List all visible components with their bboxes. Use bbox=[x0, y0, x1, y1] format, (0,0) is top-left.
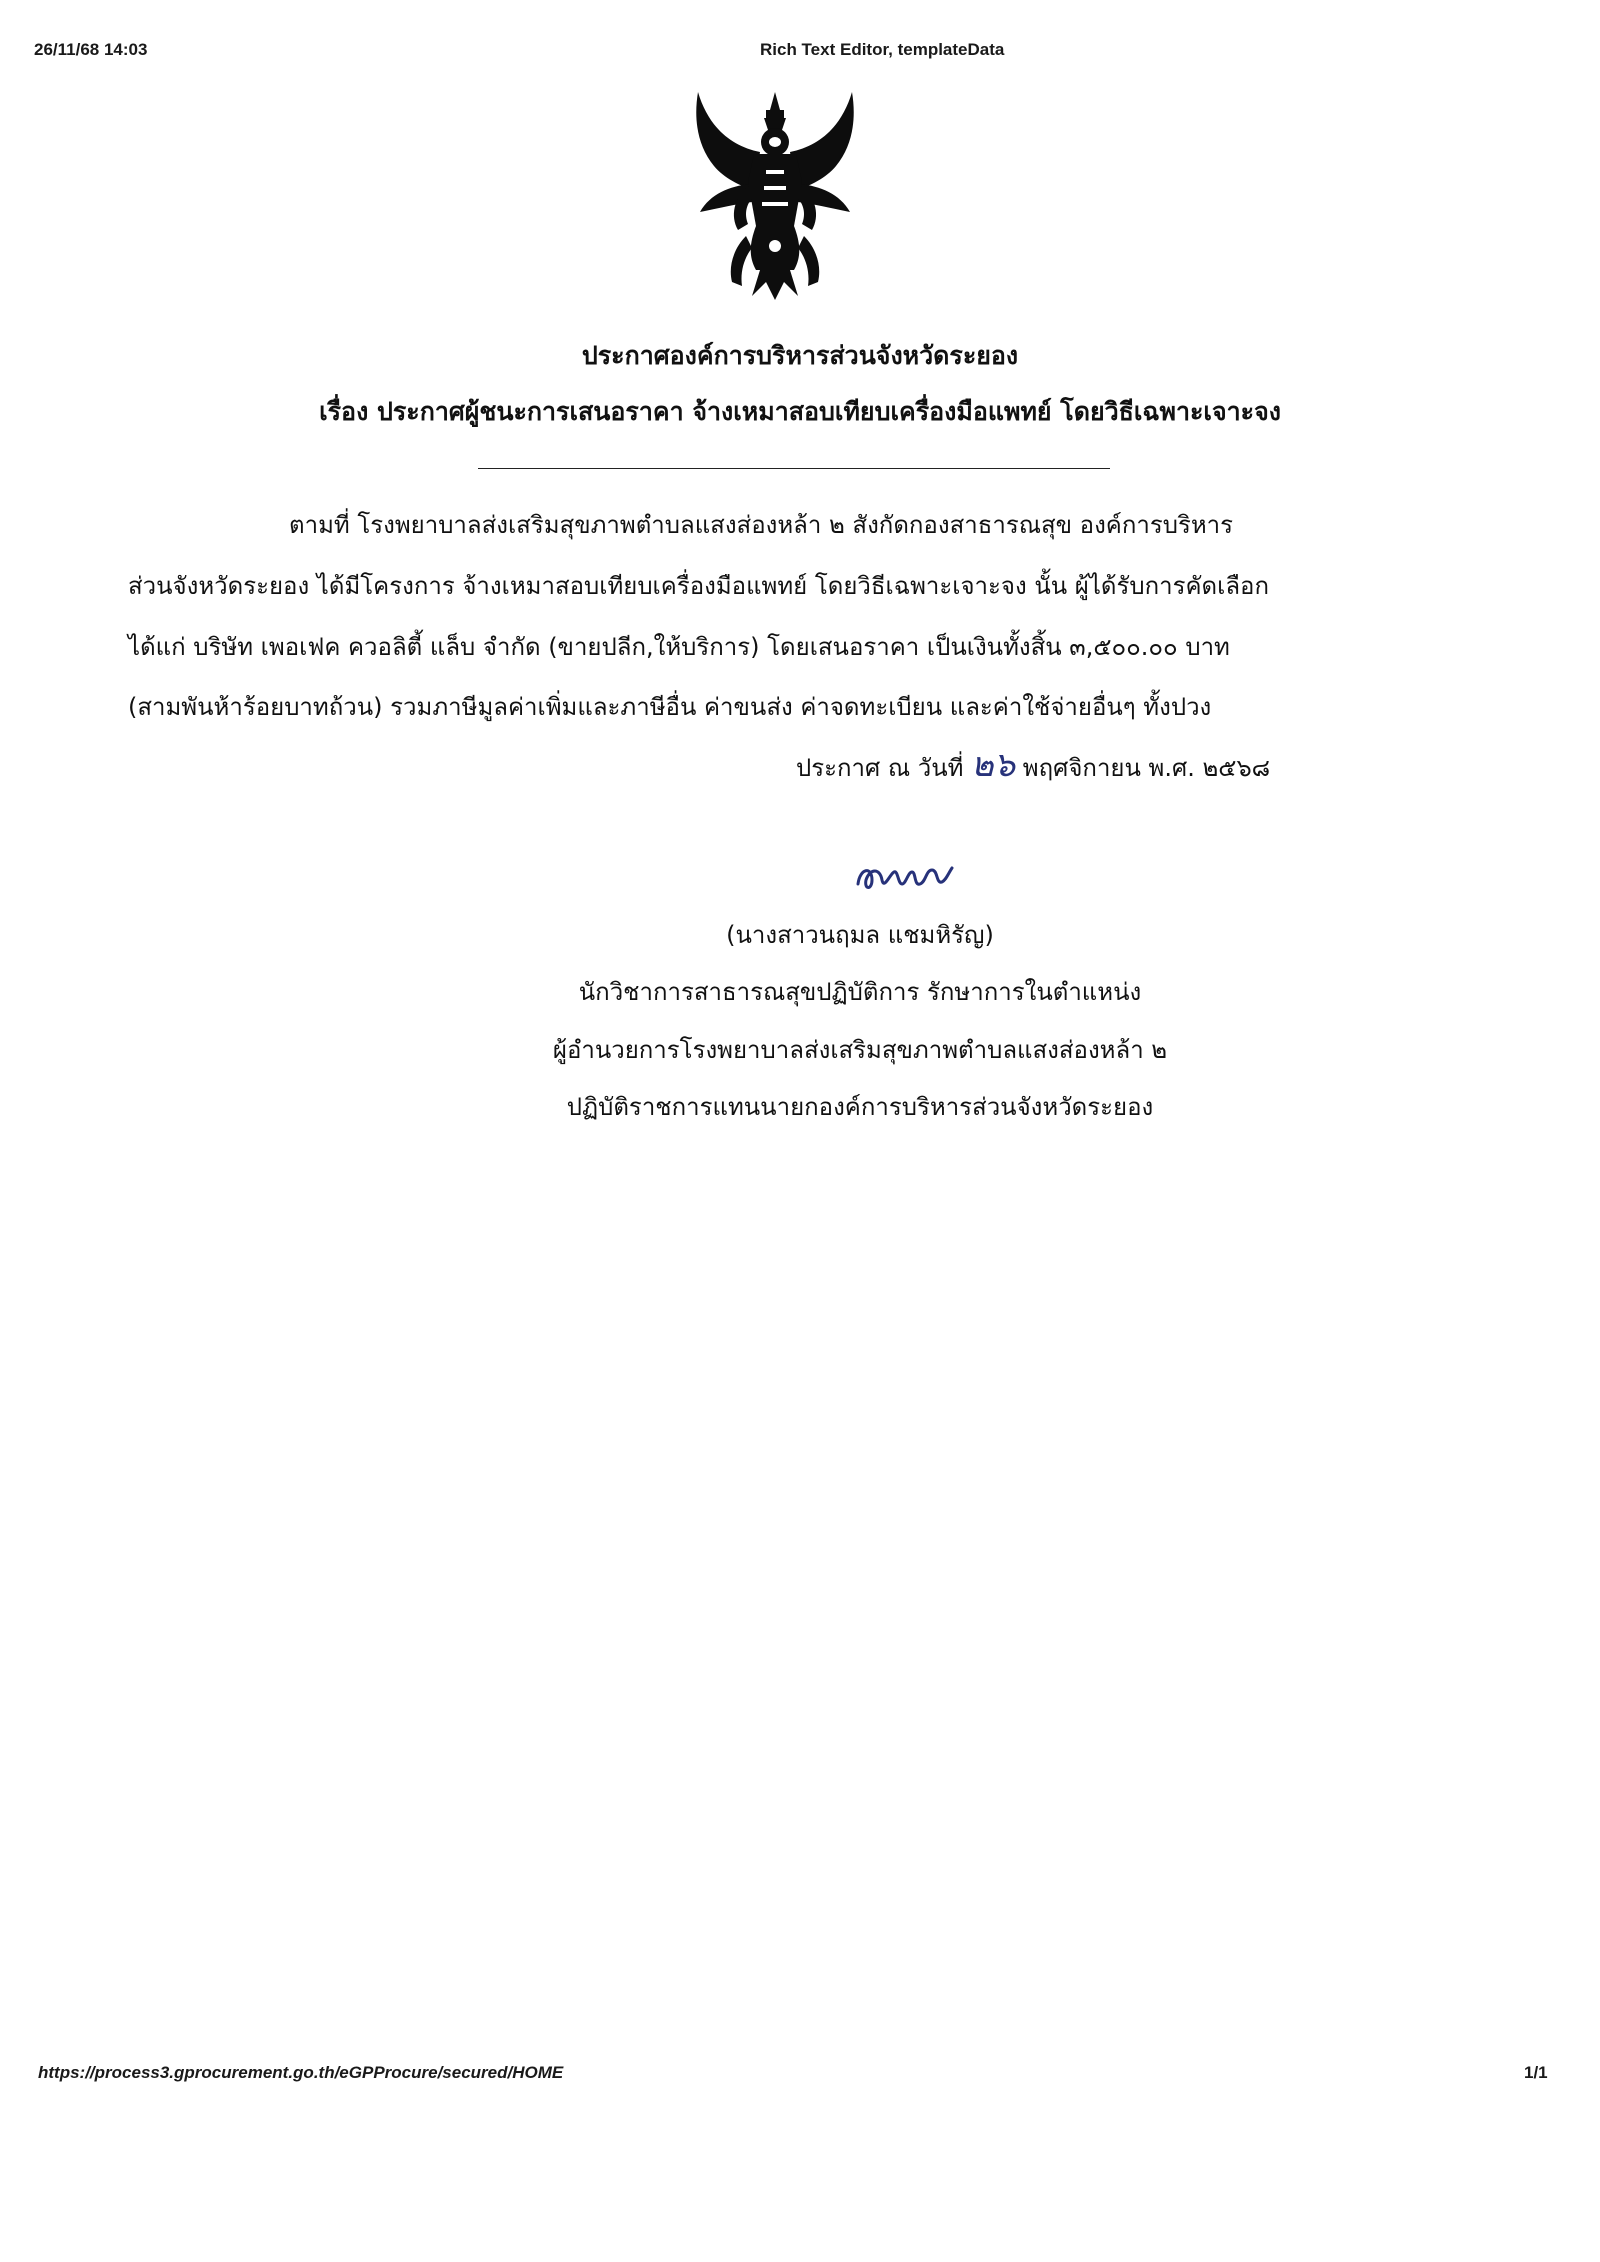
print-page-title: Rich Text Editor, templateData bbox=[760, 40, 1005, 59]
signatory-position-3: ปฏิบัติราชการแทนนายกองค์การบริหารส่วนจังหวัดระยอง bbox=[566, 1093, 1154, 1121]
handwritten-signature bbox=[850, 850, 960, 900]
print-url: https://process3.gprocurement.go.th/eGPProcure/secured/HOME bbox=[38, 2063, 564, 2082]
signatory-name: (นางสาวนฤมล แชมหิรัญ) bbox=[726, 921, 994, 949]
announce-prefix: ประกาศ ณ วันที่ bbox=[796, 754, 964, 782]
signatory-position-2: ผู้อำนวยการโรงพยาบาลส่งเสริมสุขภาพตำบลแสงส่องหล้า ๒ bbox=[552, 1036, 1168, 1064]
print-page-count: 1/1 bbox=[1524, 2063, 1548, 2082]
announce-date bbox=[796, 745, 1271, 785]
body-line-3: ได้แก่ บริษัท เพอเฟค ควอลิตี้ แล็บ จำกัด (ขายปลีก,ให้บริการ) โดยเสนอราคา เป็นเงินทั้งสิ้น ๓,๕๐๐.๐๐ บาท bbox=[128, 633, 1230, 661]
signatory-position-1: นักวิชาการสาธารณสุขปฏิบัติการ รักษาการในตำแหน่ง bbox=[578, 978, 1142, 1006]
body-line-2: ส่วนจังหวัดระยอง ได้มีโครงการ จ้างเหมาสอบเทียบเครื่องมือแพทย์ โดยวิธีเฉพาะเจาะจง นั้น ผู้ได้รับการคัดเลือก bbox=[128, 572, 1269, 600]
announce-suffix: พฤศจิกายน พ.ศ. ๒๕๖๘ bbox=[1022, 754, 1271, 782]
print-datetime: 26/11/68 14:03 bbox=[34, 40, 148, 59]
announce-day-handwritten: ๒๖ bbox=[971, 745, 1016, 785]
divider-rule bbox=[478, 468, 1110, 469]
body-line-1: ตามที่ โรงพยาบาลส่งเสริมสุขภาพตำบลแสงส่องหล้า ๒ สังกัดกองสาธารณสุข องค์การบริหาร bbox=[289, 511, 1234, 539]
garuda-emblem-icon bbox=[690, 86, 860, 306]
body-line-4: (สามพันห้าร้อยบาทถ้วน) รวมภาษีมูลค่าเพิ่มและภาษีอื่น ค่าขนส่ง ค่าจดทะเบียน และค่าใช้จ่ายอื่นๆ ทั้งปวง bbox=[128, 693, 1212, 721]
document-heading: ประกาศองค์การบริหารส่วนจังหวัดระยอง bbox=[581, 341, 1019, 370]
document-subject: เรื่อง ประกาศผู้ชนะการเสนอราคา จ้างเหมาสอบเทียบเครื่องมือแพทย์ โดยวิธีเฉพาะเจาะจง bbox=[319, 397, 1281, 426]
